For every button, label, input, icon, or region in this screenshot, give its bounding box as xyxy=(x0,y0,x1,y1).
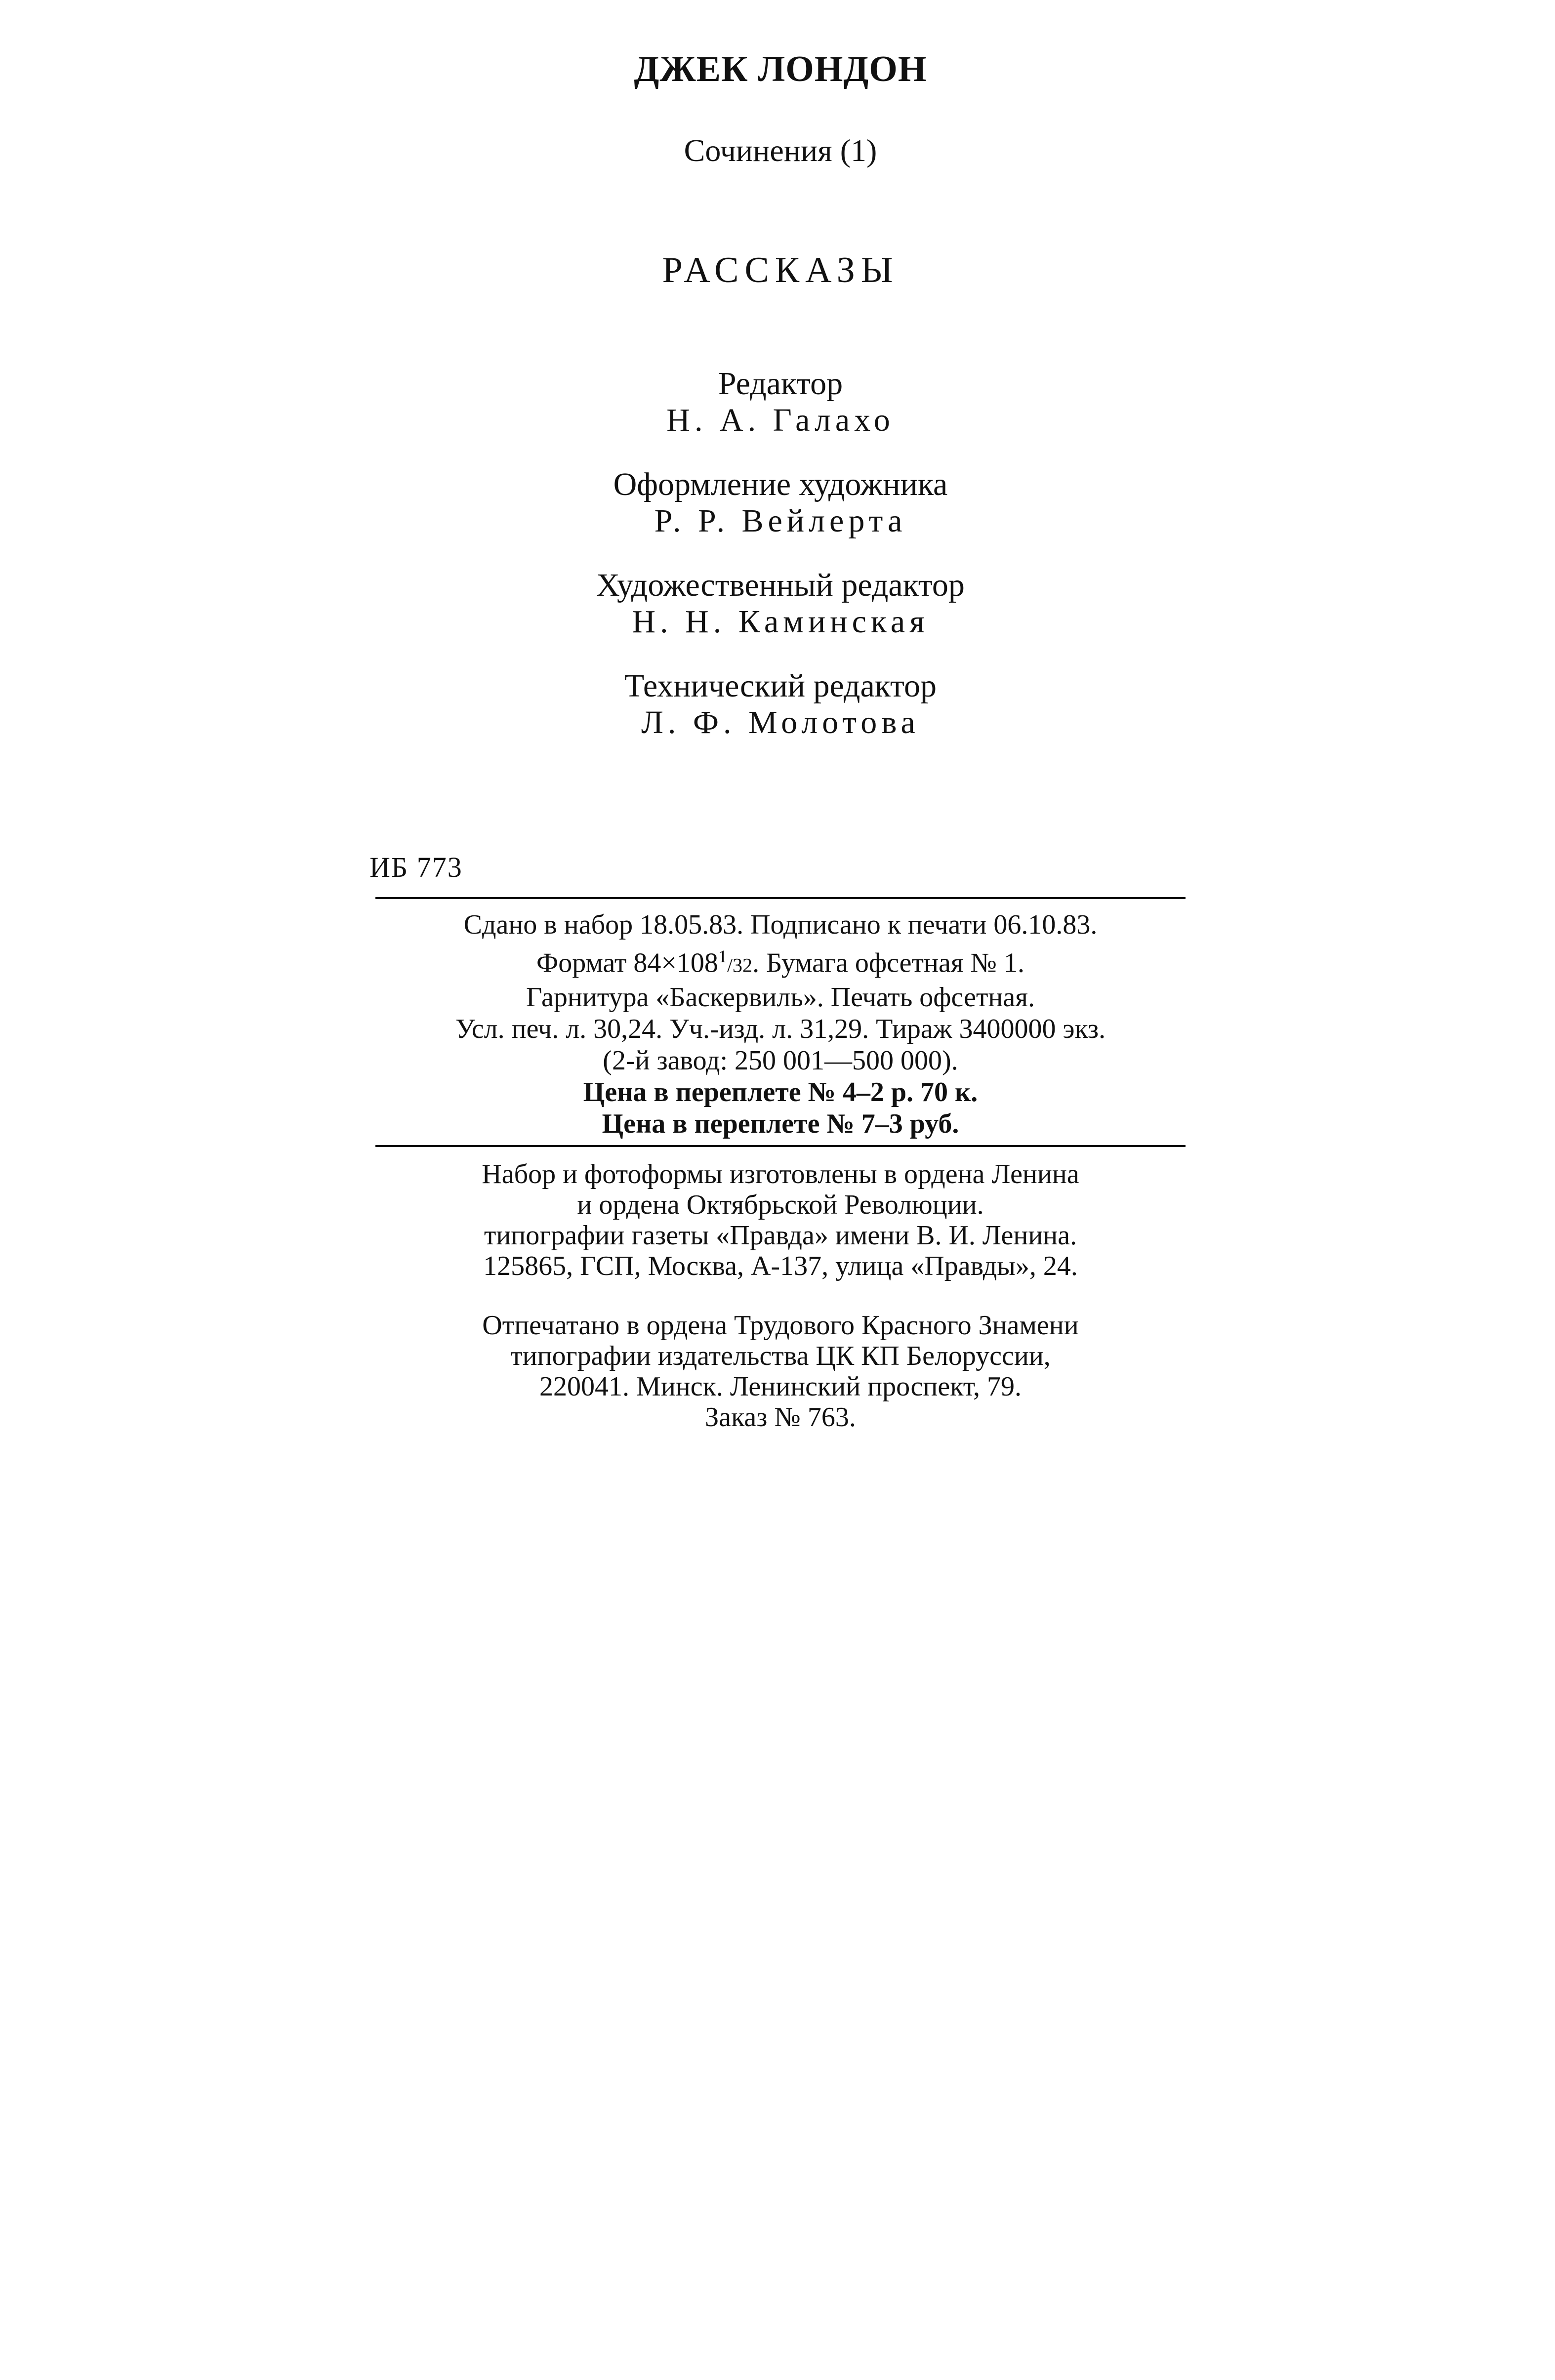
printing-house xyxy=(375,1310,1186,1433)
credits-block xyxy=(375,366,1186,769)
typesetting-house xyxy=(375,1159,1186,1281)
credit-editor xyxy=(375,366,1186,439)
credit-person: Н. А. Галахо xyxy=(666,402,895,438)
format-suffix: . Бумага офсетная № 1. xyxy=(752,947,1024,979)
print-line: Отпечатано в ордена Трудового Красного Знамени xyxy=(482,1310,1079,1341)
credit-tech-editor xyxy=(375,668,1186,741)
sheets-print-run: Усл. печ. л. 30,24. Уч.-изд. л. 31,29. Тираж 3400000 экз. xyxy=(455,1013,1106,1044)
price-line-1: Цена в переплете № 4–2 р. 70 к. xyxy=(583,1076,978,1108)
printing-details xyxy=(375,1159,1186,1461)
order-number: Заказ № 763. xyxy=(705,1402,856,1433)
credit-person: Н. Н. Каминская xyxy=(632,604,929,640)
credit-design xyxy=(375,466,1186,539)
format-frac: /32 xyxy=(727,954,753,977)
book-title: РАССКАЗЫ xyxy=(662,250,899,290)
credit-person: Р. Р. Вейлерта xyxy=(654,503,907,539)
price-line-2: Цена в переплете № 7–3 руб. xyxy=(602,1108,959,1139)
print-line: Набор и фотоформы изготовлены в ордена Ленина xyxy=(482,1159,1079,1190)
typeface-printing: Гарнитура «Баскервиль». Печать офсетная. xyxy=(526,982,1035,1013)
divider-bottom xyxy=(375,1145,1186,1147)
credit-role: Художественный редактор xyxy=(596,567,965,603)
credit-role: Оформление художника xyxy=(613,466,948,502)
format-sup: 1 xyxy=(718,946,727,966)
print-batch: (2-й завод: 250 001—500 000). xyxy=(603,1045,958,1076)
credit-person: Л. Ф. Молотова xyxy=(641,704,920,740)
print-line: типографии газеты «Правда» имени В. И. Ленина. xyxy=(484,1220,1077,1251)
print-line: 220041. Минск. Ленинский проспект, 79. xyxy=(539,1371,1022,1402)
print-line: 125865, ГСП, Москва, А-137, улица «Правды», 24. xyxy=(483,1251,1078,1281)
credit-role: Редактор xyxy=(718,366,843,402)
format-prefix: Формат 84×108 xyxy=(536,947,718,979)
credit-art-editor xyxy=(375,567,1186,640)
author-name: ДЖЕК ЛОНДОН xyxy=(634,49,927,89)
credit-role: Технический редактор xyxy=(624,668,937,704)
series-volume: Сочинения (1) xyxy=(684,133,877,168)
ib-number: ИБ 773 xyxy=(369,851,463,883)
format-paper xyxy=(375,941,1186,982)
print-line: типографии издательства ЦК КП Белоруссии, xyxy=(510,1341,1051,1371)
typesetting-dates: Сдано в набор 18.05.83. Подписано к печати 06.10.83. xyxy=(463,909,1098,940)
divider-top xyxy=(375,897,1186,899)
publication-details xyxy=(375,909,1186,1140)
print-line: и ордена Октябрьской Революции. xyxy=(577,1190,984,1220)
